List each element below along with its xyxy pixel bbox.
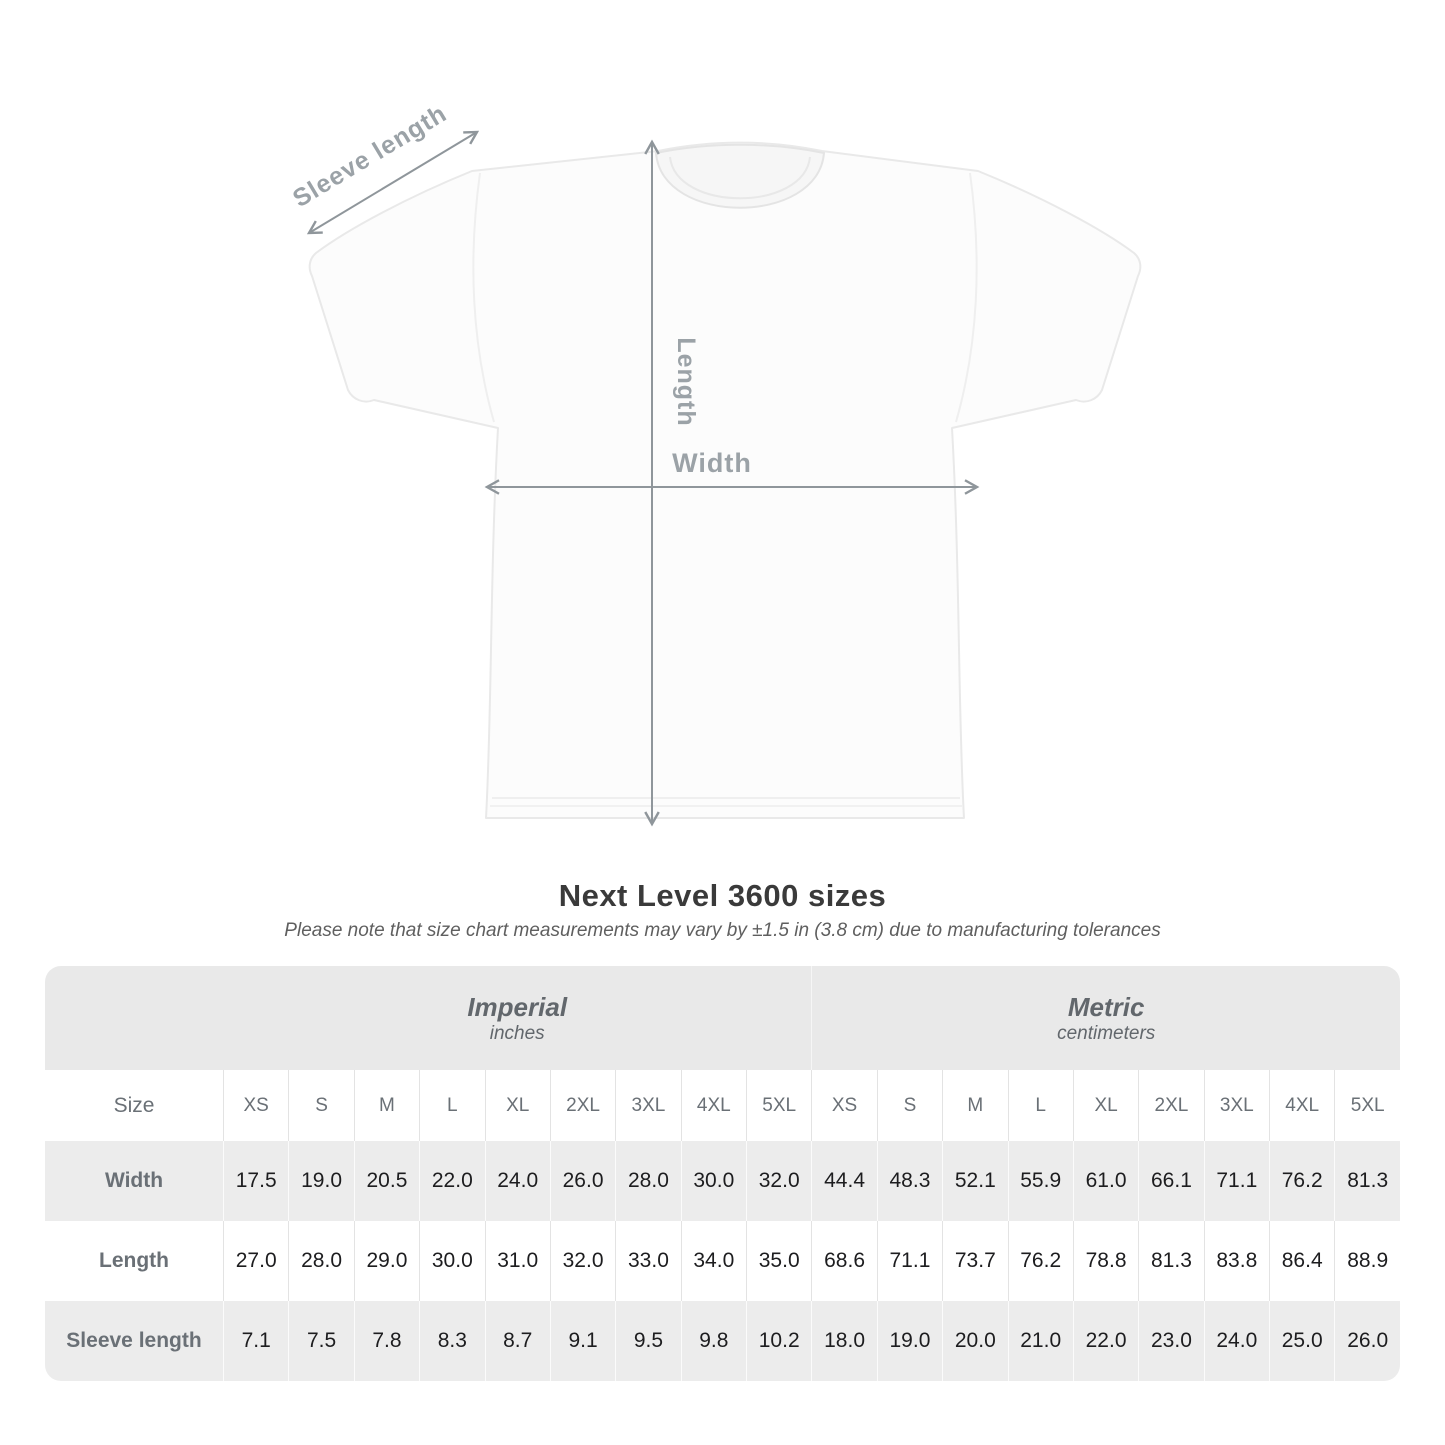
size-col-imperial-xs: XS [223,1070,288,1141]
table-cell: 8.3 [419,1301,484,1381]
size-col-metric-xs: XS [811,1070,876,1141]
table-cell: 28.0 [288,1221,353,1301]
table-cell: 86.4 [1269,1221,1334,1301]
size-col-imperial-4xl: 4XL [681,1070,746,1141]
size-table [45,966,1400,1381]
title-block [0,878,1445,942]
size-col-imperial-2xl: 2XL [550,1070,615,1141]
table-cell: 30.0 [419,1221,484,1301]
table-row [45,1221,1400,1301]
table-cell: 71.1 [1204,1141,1269,1221]
table-cell: 26.0 [550,1141,615,1221]
table-cell: 35.0 [746,1221,811,1301]
table-cell: 9.8 [681,1301,746,1381]
table-cell: 7.1 [223,1301,288,1381]
table-cell: 88.9 [1334,1221,1400,1301]
tshirt-shape [310,143,1141,818]
table-cell: 29.0 [354,1221,419,1301]
table-cell: 76.2 [1008,1221,1073,1301]
unit-group-imperial [223,966,811,1070]
table-cell: 20.5 [354,1141,419,1221]
table-cell: 22.0 [419,1141,484,1221]
table-cell: 21.0 [1008,1301,1073,1381]
table-cell: 19.0 [877,1301,942,1381]
size-col-imperial-xl: XL [485,1070,550,1141]
table-cell: 73.7 [942,1221,1007,1301]
table-cell: 26.0 [1334,1301,1400,1381]
table-cell: 24.0 [1204,1301,1269,1381]
table-cell: 22.0 [1073,1301,1138,1381]
table-cell: 31.0 [485,1221,550,1301]
size-col-imperial-3xl: 3XL [615,1070,680,1141]
corner-cell [45,966,223,1070]
table-cell: 52.1 [942,1141,1007,1221]
table-cell: 17.5 [223,1141,288,1221]
table-cell: 8.7 [485,1301,550,1381]
table-cell: 9.1 [550,1301,615,1381]
table-cell: 68.6 [811,1221,876,1301]
table-cell: 28.0 [615,1141,680,1221]
size-col-metric-3xl: 3XL [1204,1070,1269,1141]
length-label: Length [672,337,700,427]
size-col-imperial-m: M [354,1070,419,1141]
table-cell: 32.0 [550,1221,615,1301]
size-col-metric-5xl: 5XL [1334,1070,1400,1141]
table-row [45,1301,1400,1381]
table-cell: 48.3 [877,1141,942,1221]
table-cell: 7.8 [354,1301,419,1381]
table-cell: 76.2 [1269,1141,1334,1221]
tolerance-note: Please note that size chart measurements may vary by ±1.5 in (3.8 cm) due to manufacturing tolerances [284,920,1161,941]
size-col-imperial-l: L [419,1070,484,1141]
size-corner-header: Size [45,1070,223,1141]
table-cell: 71.1 [877,1221,942,1301]
unit-group-sublabel: centimeters [1057,1023,1156,1045]
table-cell: 9.5 [615,1301,680,1381]
table-row [45,1141,1400,1221]
table-cell: 32.0 [746,1141,811,1221]
page-title: Next Level 3600 sizes [558,878,887,913]
size-col-metric-2xl: 2XL [1138,1070,1203,1141]
size-col-metric-xl: XL [1073,1070,1138,1141]
table-cell: 25.0 [1269,1301,1334,1381]
table-cell: 23.0 [1138,1301,1203,1381]
table-cell: 83.8 [1204,1221,1269,1301]
table-cell: 18.0 [811,1301,876,1381]
table-cell: 20.0 [942,1301,1007,1381]
table-cell: 34.0 [681,1221,746,1301]
table-cell: 44.4 [811,1141,876,1221]
table-cell: 61.0 [1073,1141,1138,1221]
unit-group-sublabel: inches [489,1023,545,1045]
table-cell: 27.0 [223,1221,288,1301]
table-cell: 81.3 [1138,1221,1203,1301]
table-cell: 55.9 [1008,1141,1073,1221]
table-cell: 19.0 [288,1141,353,1221]
table-cell: 10.2 [746,1301,811,1381]
size-table-wrap [45,966,1400,1381]
size-col-imperial-s: S [288,1070,353,1141]
row-label: Width [45,1141,223,1221]
table-cell: 7.5 [288,1301,353,1381]
table-cell: 24.0 [485,1141,550,1221]
row-label: Sleeve length [45,1301,223,1381]
table-cell: 33.0 [615,1221,680,1301]
size-col-metric-l: L [1008,1070,1073,1141]
size-col-metric-s: S [877,1070,942,1141]
width-label: Width [672,448,752,478]
table-cell: 66.1 [1138,1141,1203,1221]
row-label: Length [45,1221,223,1301]
size-col-imperial-5xl: 5XL [746,1070,811,1141]
unit-group-label: Imperial [467,991,568,1022]
table-cell: 81.3 [1334,1141,1400,1221]
sleeve-length-label: Sleeve length [288,99,452,213]
unit-group-metric [811,966,1400,1070]
table-cell: 30.0 [681,1141,746,1221]
table-cell: 78.8 [1073,1221,1138,1301]
size-col-metric-4xl: 4XL [1269,1070,1334,1141]
unit-group-label: Metric [1067,991,1145,1022]
size-col-metric-m: M [942,1070,1007,1141]
